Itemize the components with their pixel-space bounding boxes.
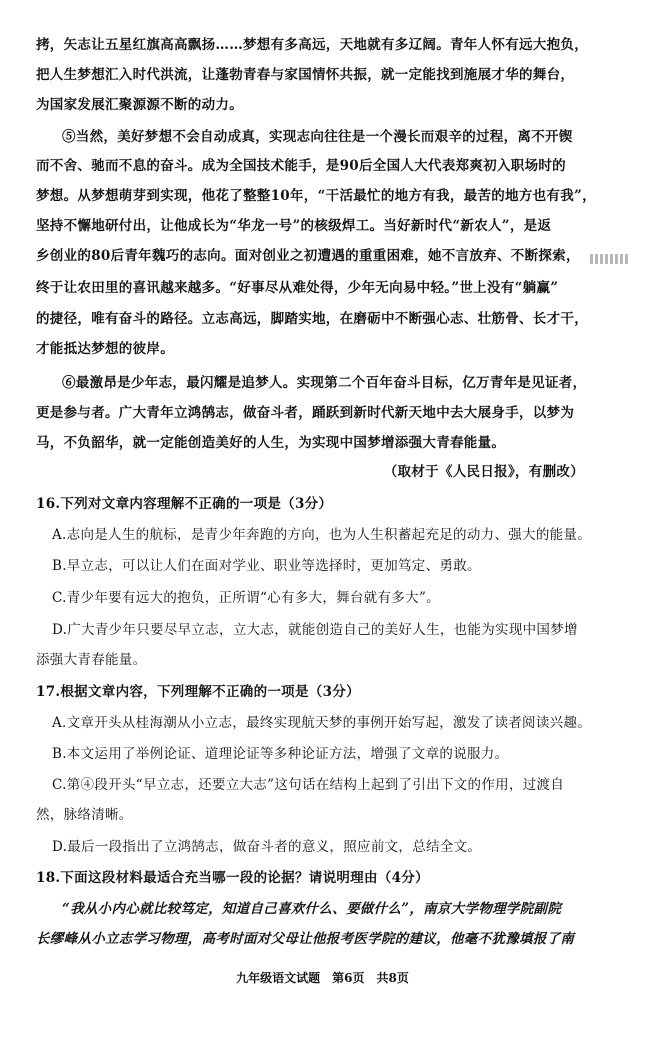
passage-line: 乡创业的80后青年魏巧的志向。面对创业之初遭遇的重重困难，她不言放弃、不断探索，: [36, 248, 580, 264]
passage-line: 而不舍、驰而不息的奋斗。成为全国技术能手，是90后全国人大代表郑爽初入职场时的: [36, 158, 566, 174]
question-18-quote-cont: 长缪峰从小立志学习物理，高考时面对父母让他报考医学院的建议，他毫不犹豫填报了南: [36, 931, 575, 947]
paragraph-6-start: ⑥最激昂是少年志，最闪耀是追梦人。实现第二个百年奋斗目标，亿万青年是见证者，: [62, 375, 587, 391]
passage-line: 为国家发展汇聚源源不断的动力。: [36, 97, 243, 113]
passage-line: 才能抵达梦想的彼岸。: [36, 341, 174, 357]
passage-line: 坚持不懈地研付出，让他成长为“华龙一号”的核级焊工。当好新时代“新农人”，是返: [36, 218, 552, 234]
question-16-option-b: B.早立志，可以让人们在面对学业、职业等选择时，更加笃定、勇敢。: [52, 558, 481, 574]
passage-line: 终于让农田里的喜讯越来越多。“好事尽从难处得，少年无向易中轻。”世上没有“躺赢”: [36, 280, 559, 296]
question-17-option-d: D.最后一段指出了立鸿鹄志，做奋斗者的意义，照应前文，总结全文。: [52, 839, 482, 855]
question-16-option-d: D.广大青少年只要尽早立志，立大志，就能创造自己的美好人生，也能为实现中国梦增: [52, 622, 578, 638]
question-17-option-c-cont: 然，脉络清晰。: [36, 807, 133, 823]
question-17-option-c: C.第④段开头“早立志，还要立大志”这句话在结构上起到了引出下文的作用，过渡自: [52, 777, 565, 793]
passage-line: 更是参与者。广大青年立鸿鹄志，做奋斗者，踊跃到新时代新天地中去大展身手，以梦为: [36, 405, 575, 421]
source-note: （取材于《人民日报》，有删改）: [383, 464, 584, 480]
question-18-quote: “我从小内心就比较笃定，知道自己喜欢什么、要做什么”，南京大学物理学院副院: [62, 901, 562, 917]
question-16-stem: 16.下列对文章内容理解不正确的一项是（3分）: [36, 496, 333, 512]
question-17-option-b: B.本文运用了举例论证、道理论证等多种论证方法，增强了文章的说服力。: [52, 746, 509, 762]
scan-smudge: [590, 254, 628, 264]
question-18-stem: 18.下面这段材料最适合充当哪一段的论据？请说明理由（4分）: [36, 870, 429, 886]
passage-line: 把人生梦想汇入时代洪流，让蓬勃青春与家国情怀共振，就一定能找到施展才华的舞台，: [36, 67, 575, 83]
question-16-option-c: C.青少年要有远大的抱负，正所谓“心有多大，舞台就有多大”。: [52, 590, 440, 606]
paragraph-5-start: ⑤当然，美好梦想不会自动成真，实现志向往往是一个漫长而艰辛的过程，离不开锲: [62, 129, 573, 145]
question-16-option-a: A.志向是人生的航标，是青少年奔跑的方向，也为人生积蓄起充足的动力、强大的能量。: [52, 527, 592, 543]
question-17-option-a: A.文章开头从桂海潮从小立志，最终实现航天梦的事例开始写起，激发了读者阅读兴趣。: [52, 715, 592, 731]
passage-line: 梦想。从梦想萌芽到实现，他花了整整10年，“干活最忙的地方有我，最苦的地方也有我”，: [36, 188, 596, 204]
passage-line: 的捷径，唯有奋斗的路径。立志高远，脚踏实地，在磨砺中不断强心志、壮筋骨、长才干，: [36, 311, 588, 327]
passage-line: 马，不负韶华，就一定能创造美好的人生，为实现中国梦增添强大青春能量。: [36, 435, 506, 451]
page-footer: 九年级语文试题 第6页 共8页: [236, 971, 409, 985]
passage-line: 拷，矢志让五星红旗高高飘扬……梦想有多高远，天地就有多辽阔。青年人怀有远大抱负，: [36, 37, 588, 53]
question-17-stem: 17.根据文章内容，下列理解不正确的一项是（3分）: [36, 684, 360, 700]
question-16-option-d-cont: 添强大青春能量。: [36, 652, 147, 668]
